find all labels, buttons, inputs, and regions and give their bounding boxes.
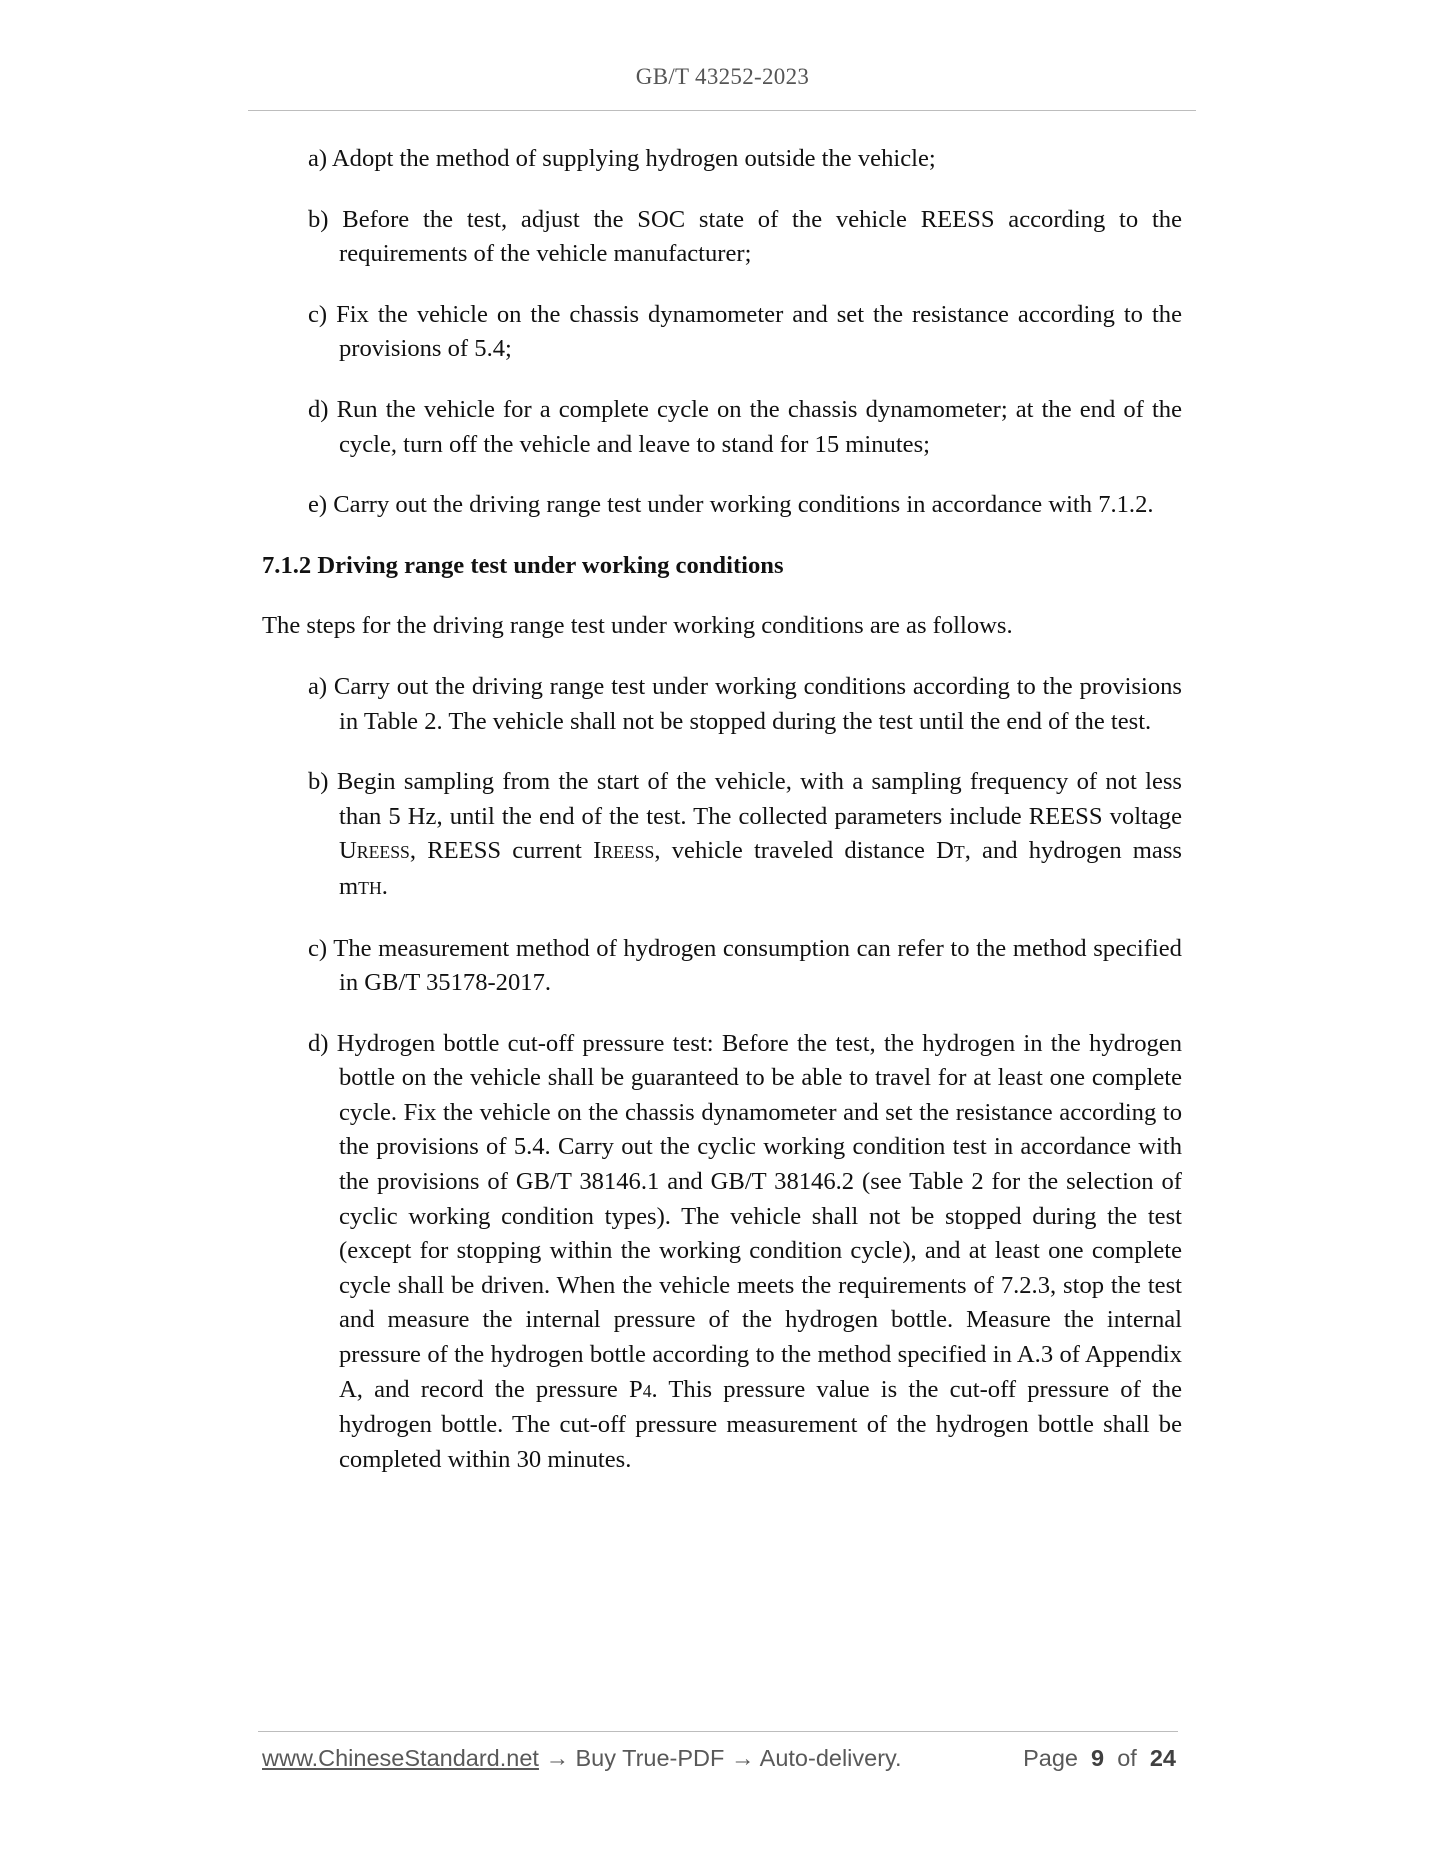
- list-item-label: c): [308, 300, 328, 328]
- step-text: Hydrogen bottle cut-off pressure test: Before the test, the hydrogen in the hydrogen bottle on the vehicle shall be guaranteed to be able to travel for at least one complete cycle. Fix the vehicle on the chassis dynamometer and set the resistance according to the provisions of 5.4. Carry out the cyclic working condition test in accordance with the provisions of GB/T 38146.1 and GB/T 38146.2 (see Table 2 for the selection of cyclic working condition types). The vehicle shall not be stopped during the test (except for stopping within the working condition cycle), and at least one complete cycle shall be driven. When the vehicle meets the requirements of 7.2.3, stop the test and measure the internal pressure of the hydrogen bottle. Measure the internal pressure of the hydrogen bottle according to the method specified in A.3 of Appendix A, and record the pressure P: [336, 1029, 1183, 1403]
- document-body: [262, 142, 1182, 1503]
- preparation-list: [262, 142, 1182, 523]
- list-item-label: a): [308, 145, 328, 172]
- list-item: [308, 393, 1182, 462]
- page-of: of: [1117, 1745, 1137, 1771]
- footer-divider: [258, 1731, 1178, 1732]
- step-a: [308, 670, 1182, 739]
- step-c: [308, 932, 1182, 1001]
- section-heading: 7.1.2 Driving range test under working conditions: [262, 551, 784, 579]
- list-item-label: d): [308, 395, 329, 423]
- subscript-distance: T: [953, 842, 965, 863]
- step-text: Begin sampling from the start of the vehicle, with a sampling frequency of not less than 5 Hz, until the end of the test. The collected parameters include REESS voltage U: [336, 768, 1183, 865]
- subscript-reess-voltage: REESS: [356, 842, 410, 863]
- steps-list: [262, 670, 1182, 1477]
- subscript-pressure: 4: [642, 1380, 652, 1401]
- list-item-text: Fix the vehicle on the chassis dynamometer and set the resistance according to the provisions of 5.4;: [336, 300, 1182, 363]
- page-total: 24: [1149, 1745, 1176, 1771]
- step-label: c): [308, 934, 328, 962]
- step-text: , REESS current I: [409, 837, 602, 865]
- list-item-text: Before the test, adjust the SOC state of the vehicle REESS according to the requirements of the vehicle manufacturer;: [339, 205, 1182, 268]
- list-item: [308, 488, 1182, 523]
- step-text: The measurement method of hydrogen consumption can refer to the method specified in GB/T 35178-2017.: [333, 934, 1182, 997]
- list-item-text: Run the vehicle for a complete cycle on the chassis dynamometer; at the end of the cycle, turn off the vehicle and leave to stand for 15 minutes;: [336, 395, 1182, 458]
- footer-promo-text: → Buy True-PDF → Auto-delivery.: [538, 1745, 902, 1771]
- list-item-label: e): [308, 491, 328, 519]
- step-d: [308, 1027, 1182, 1478]
- step-text: , and hydrogen mass m: [339, 837, 1182, 900]
- page-current: 9: [1091, 1745, 1105, 1771]
- list-item-text: Adopt the method of supplying hydrogen outside the vehicle;: [331, 145, 936, 172]
- list-item-text: Carry out the driving range test under working conditions in accordance with 7.1.2.: [333, 491, 1154, 519]
- list-item-label: b): [308, 205, 329, 233]
- step-text: . This pressure value is the cut-off pressure of the hydrogen bottle. The cut-off pressure measurement of the hydrogen bottle shall be completed within 30 minutes.: [339, 1375, 1182, 1473]
- step-label: d): [308, 1029, 329, 1057]
- website-link[interactable]: www.ChineseStandard.net: [262, 1745, 539, 1771]
- page-word: Page: [1023, 1745, 1078, 1771]
- list-item: [308, 298, 1182, 367]
- step-text: , vehicle traveled distance D: [654, 837, 954, 865]
- step-text: .: [381, 872, 388, 900]
- subscript-hydrogen-mass: TH: [358, 877, 382, 898]
- page-number: [1023, 1745, 1176, 1772]
- step-label: b): [308, 768, 329, 796]
- header-divider: [248, 110, 1196, 111]
- subscript-reess-current: REESS: [601, 842, 655, 863]
- footer-promo: [262, 1745, 902, 1772]
- list-item: [308, 142, 1182, 177]
- step-b: [308, 765, 1182, 905]
- list-item: [308, 203, 1182, 272]
- page-footer: [262, 1745, 1176, 1781]
- standard-code-header: GB/T 43252-2023: [635, 64, 810, 89]
- step-text: Carry out the driving range test under working conditions according to the provisions in Table 2. The vehicle shall not be stopped during the test until the end of the test.: [333, 672, 1182, 735]
- step-label: a): [308, 672, 328, 700]
- section-intro: The steps for the driving range test under working conditions are as follows.: [262, 612, 1013, 640]
